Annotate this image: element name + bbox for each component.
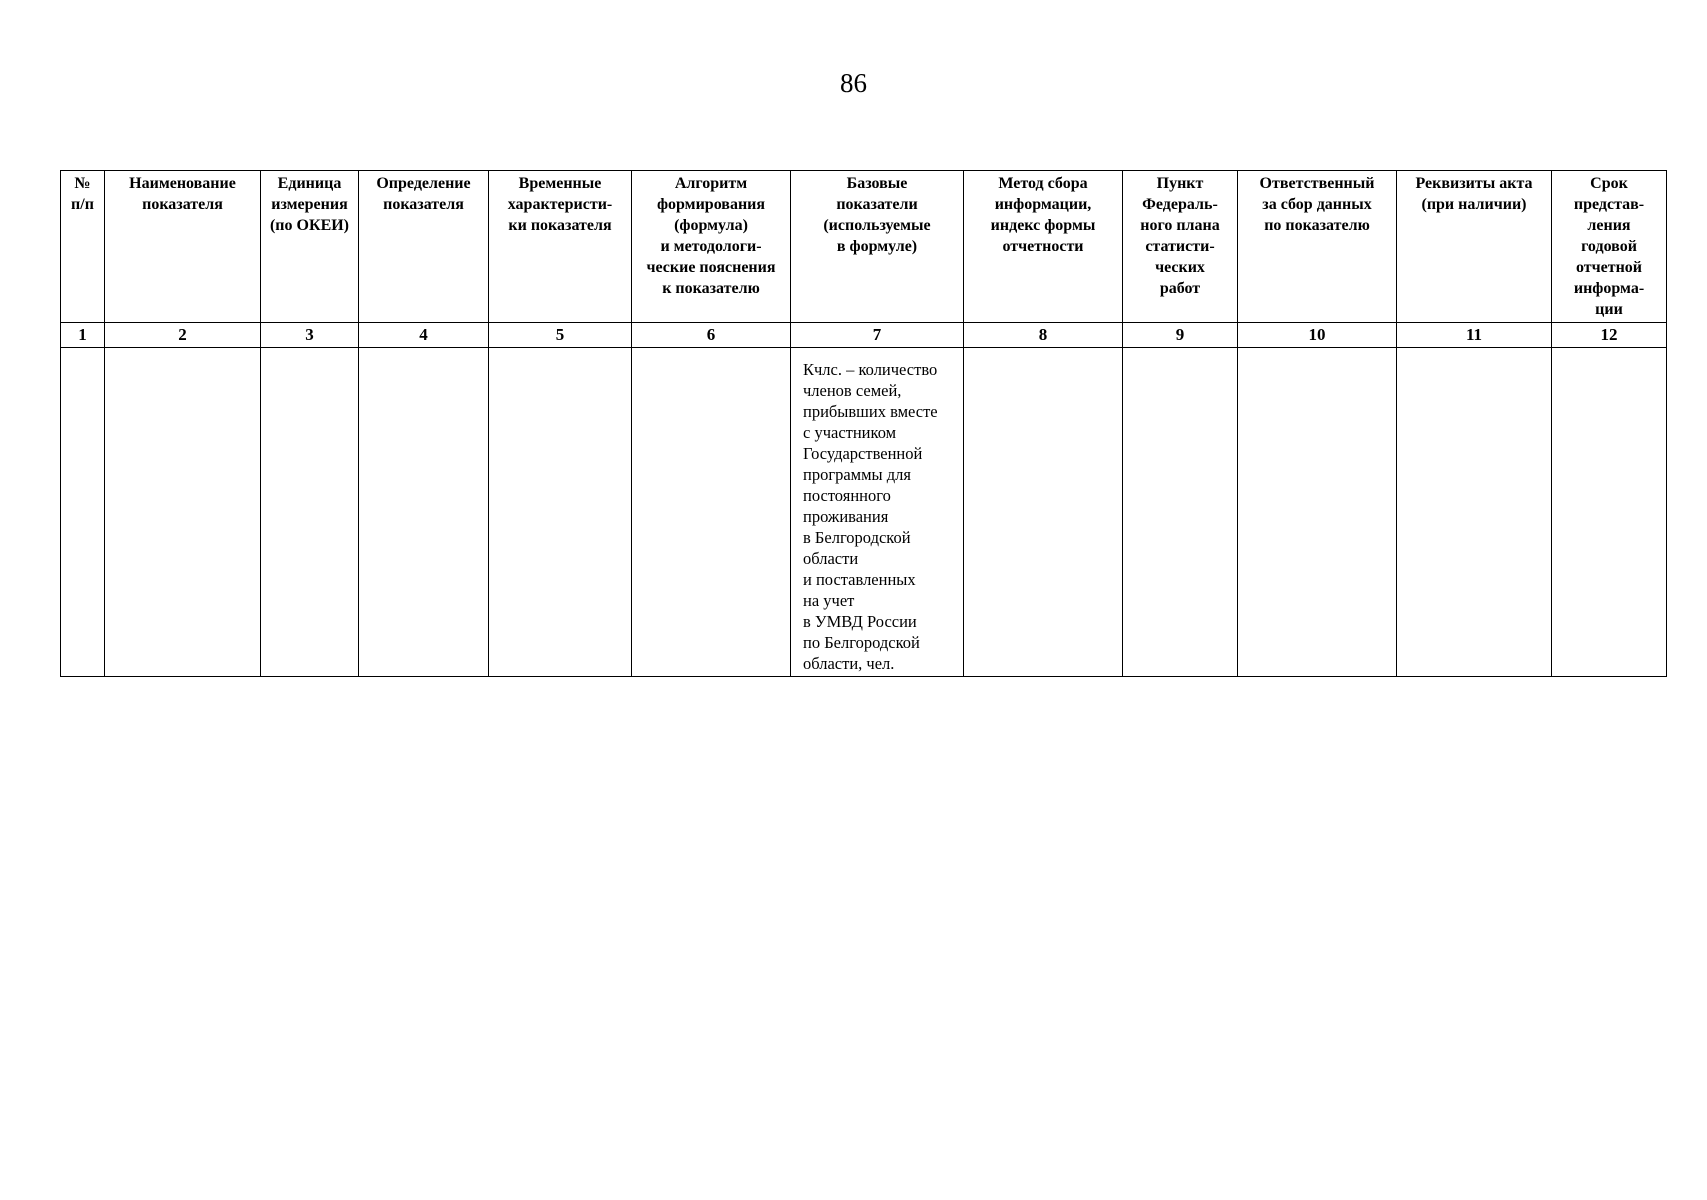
header-cell-unit: Единица измерения (по ОКЕИ) <box>261 171 359 323</box>
table-cell <box>359 348 489 677</box>
column-number-cell: 12 <box>1552 323 1667 348</box>
column-number-cell: 10 <box>1238 323 1397 348</box>
column-number-cell: 4 <box>359 323 489 348</box>
table-row <box>61 348 1667 677</box>
table-cell <box>489 348 632 677</box>
column-number-cell: 3 <box>261 323 359 348</box>
table-cell <box>105 348 261 677</box>
column-number-cell: 6 <box>632 323 791 348</box>
header-cell-responsible: Ответственный за сбор данных по показателю <box>1238 171 1397 323</box>
table-cell <box>632 348 791 677</box>
header-cell-collection-method: Метод сбора информации, индекс формы отчетности <box>964 171 1123 323</box>
table-cell <box>1397 348 1552 677</box>
header-cell-federal-plan-item: Пункт Федераль- ного плана статисти- ческих работ <box>1123 171 1238 323</box>
page-number: 86 <box>840 68 867 98</box>
table-header-row <box>61 171 1667 323</box>
header-cell-time-characteristics: Временные характеристи- ки показателя <box>489 171 632 323</box>
header-cell-base-indicators: Базовые показатели (используемые в формуле) <box>791 171 964 323</box>
column-number-cell: 7 <box>791 323 964 348</box>
indicator-table <box>60 170 1667 677</box>
table-cell <box>1552 348 1667 677</box>
header-cell-act-details: Реквизиты акта (при наличии) <box>1397 171 1552 323</box>
base-indicators-cell <box>791 348 964 677</box>
header-cell-reporting-deadline: Срок представ- ления годовой отчетной информа- ции <box>1552 171 1667 323</box>
base-indicators-text: Кчлс. – количество членов семей, прибывших вместе с участником Государственной программы для постоянного проживания в Белгородской области и поставленных на учет в УМВД России по Белгородской области, чел. <box>803 360 938 673</box>
column-number-cell: 5 <box>489 323 632 348</box>
column-number-cell: 11 <box>1397 323 1552 348</box>
column-number-cell: 8 <box>964 323 1123 348</box>
table-cell <box>1123 348 1238 677</box>
table-cell <box>964 348 1123 677</box>
header-cell-indicator-name: Наименование показателя <box>105 171 261 323</box>
table-cell <box>1238 348 1397 677</box>
table-cell <box>61 348 105 677</box>
column-number-row <box>61 323 1667 348</box>
header-cell-definition: Определение показателя <box>359 171 489 323</box>
column-number-cell: 9 <box>1123 323 1238 348</box>
header-cell-number: № п/п <box>61 171 105 323</box>
header-cell-algorithm: Алгоритм формирования (формула) и методологи- ческие пояснения к показателю <box>632 171 791 323</box>
table-cell <box>261 348 359 677</box>
column-number-cell: 2 <box>105 323 261 348</box>
column-number-cell: 1 <box>61 323 105 348</box>
